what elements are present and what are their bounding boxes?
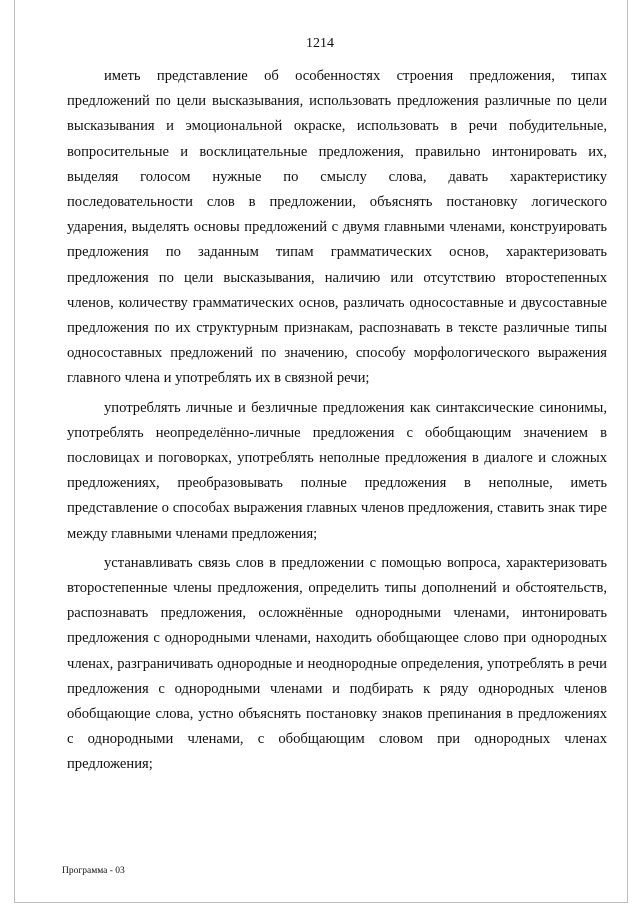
footer-program-label: Программа - 03 [62,866,125,876]
page-number: 1214 [306,36,334,51]
paragraph-3: устанавливать связь слов в предложении с помощью вопроса, характеризовать второстепенные члены предложения, определить типы дополнений и обстоятельств, распознавать предложения, осложнённые однородными членами, интонировать предложения с однородными членами, находить обобщающее слово при однородных членах, разграничивать однородные и неоднородные определения, употреблять в речи предложения с однородными членами и подбирать к ряду однородных членов обобщающие слова, устно объяснять постановку знаков препинания в предложениях с однородными членами, с обобщающим словом при однородных членах предложения; [67,554,607,773]
document-body [67,64,607,778]
paragraph-2: употреблять личные и безличные предложения как синтаксические синонимы, употреблять неопределённо-личные предложения с обобщающим значением в пословицах и поговорках, употреблять неполные предложения в диалоге и сложных предложениях, преобразовывать полные предложения в неполные, иметь представление о способах выражения главных членов предложения, ставить знак тире между главными членами предложения; [67,399,607,542]
paragraph-1: иметь представление об особенностях строения предложения, типах предложений по цели высказывания, использовать предложения различные по цели высказывания и эмоциональной окраске, использовать в речи побудительные, вопросительные и восклицательные предложения, правильно интонировать их, выделяя голосом нужные по смыслу слова, давать характеристику последовательности слов в предложении, объяснять постановку логического ударения, выделять основы предложений с двумя главными членами, конструировать предложения по заданным типам грамматических основ, характеризовать предложения по цели высказывания, наличию или отсутствию второстепенных членов, количеству грамматических основ, различать односоставные и двусоставные предложения по их структурным признакам, распознавать в тексте различные типы односоставных предложений по значению, способу морфологического выражения главного члена и употреблять их в связной речи; [67,68,607,387]
